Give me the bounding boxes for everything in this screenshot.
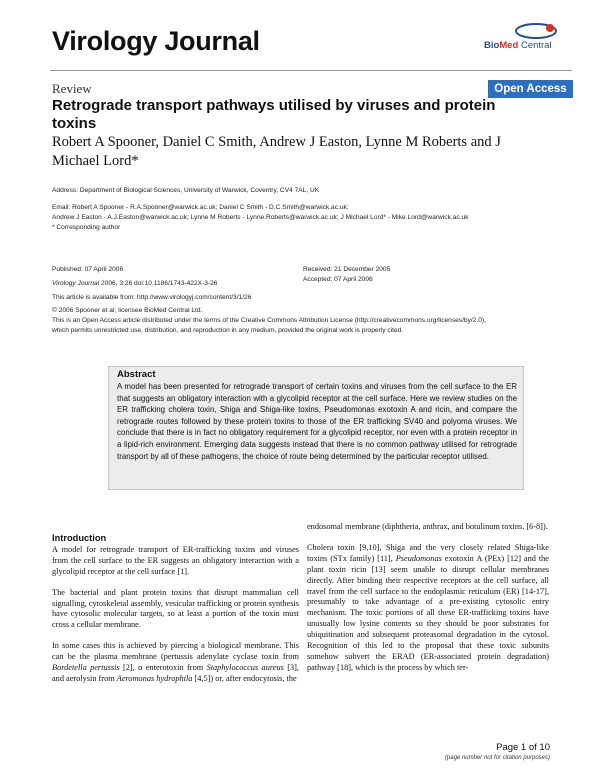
introduction-heading: Introduction <box>52 533 107 543</box>
logo-wordmark: BioMed Central <box>484 40 552 51</box>
email-block <box>52 203 572 233</box>
copyright: © 2006 Spooner et al; licensee BioMed Central Ltd. <box>52 307 203 314</box>
open-access-badge: Open Access <box>488 80 573 98</box>
published-date: Published: 07 April 2006 <box>52 266 124 273</box>
received-info <box>303 265 543 285</box>
email-line-2: Andrew J Easton - A.J.Easton@warwick.ac.uk; Lynne M Roberts - Lynne.Roberts@warwick.ac.uk; J Michael Lord* - Mike.Lord@warwick.ac.uk <box>52 214 469 221</box>
citation: Virology Journal 2006, 3:26 doi:10.1186/1743-422X-3-26 <box>52 280 218 287</box>
received-date: Received: 21 December 2005 <box>303 266 391 273</box>
body-column-left <box>52 533 299 695</box>
body-column-right <box>307 522 549 684</box>
biomed-central-logo <box>484 22 572 58</box>
publication-info <box>52 265 292 303</box>
license-line-1: This is an Open Access article distributed under the terms of the Creative Commons Attribution License (http://creativecommons.org/licenses/by/2.0), <box>52 317 486 324</box>
journal-title: Virology Journal <box>52 26 260 56</box>
abstract-text: A model has been presented for retrograde transport of certain toxins and viruses from the cell surface to the ER that suggests an obligatory interaction with a glycolipid receptor at the cell surface. Here we review studies on the ER trafficking cholera toxin, Shiga and Shiga-like toxins, Pseudomonas exotoxin A and ricin, and compare the retrograde routes followed by these protein toxins to those of the ER trafficking SV40 and polyoma viruses. We conclude that there is in fact no obligatory requirement for a glycolipid receptor, nor even with a protein receptor in a lipid-rich environment. Emerging data suggests instead that there is no common pathway utilised for retrograde transport by all of these pathogens, the choice of route being determined by the particular receptor utilised. <box>117 382 517 461</box>
paragraph: The bacterial and plant protein toxins that disrupt mammalian cell signalling, cytoskeletal assembly, vesicular trafficking or protein synthesis have cytosolic molecular targets, so at least a portion of the toxin must cross a cellular membrane. <box>52 587 300 630</box>
corresponding-author: * Corresponding author <box>52 224 121 231</box>
article-type: Review <box>52 81 92 96</box>
license-block <box>52 306 572 336</box>
license-line-2: which permits unrestricted use, distribution, and reproduction in any medium, provided the original work is properly cited. <box>52 327 404 334</box>
paragraph: In some cases this is achieved by piercing a biological membrane. This can be the plasma membrane (pertussis adenylate cyclase toxin from Bordetella pertussis [2], α enterotoxin from Staphylococcus aureus [3], and aerolysin from Aeromonas hydrophila [4,5]) or, after endocytosis, the <box>52 641 299 683</box>
author-list: Robert A Spooner, Daniel C Smith, Andrew J Easton, Lynne M Roberts and J Michael Lord* <box>52 134 501 169</box>
abstract-heading: Abstract <box>117 369 156 380</box>
page-number: Page 1 of 10 <box>496 742 550 753</box>
header-divider <box>50 70 572 71</box>
article-url[interactable]: This article is available from: http://www.virologyj.com/content/3/1/26 <box>52 294 252 301</box>
paragraph: A model for retrograde transport of ER-trafficking toxins and viruses from the cell surface to the ER suggests an obligatory interaction with a glycolipid receptor at the cell surface [1]. <box>52 544 299 576</box>
article-title: Retrograde transport pathways utilised by viruses and protein toxins <box>52 97 496 132</box>
page-note: (page number not for citation purposes) <box>444 755 550 761</box>
accepted-date: Accepted: 07 April 2006 <box>303 276 373 283</box>
email-line-1: Email: Robert A Spooner - R.A.Spooner@warwick.ac.uk; Daniel C Smith - D.C.Smith@warwick.ac.uk; <box>52 204 349 211</box>
logo-swoosh-icon <box>484 22 572 42</box>
paragraph: Cholera toxin [9,10], Shiga and the very closely related Shiga-like toxins (STx family) [11], Pseudomonas exotoxin A (PEx) [12] and the plant toxin ricin [13] seem unable to disrupt cellular membranes directly. After binding their respective receptors at the cell surface, all travel from the cell surface to the endoplasmic reticulum (ER) [14-17], presumably to take advantage of a pre-existing cytosolic entry mechanism. The toxic portions of all these ER-trafficking toxins have unusually low lysine contents so they should be poor substrates for ubiquitination and subsequent proteasomal degradation in the cytosol. Recognition of this led to the proposal that these toxic subunits somehow subvert the ERAD (ER-associated protein degradation) pathway [18], which is the process by which ter- <box>307 542 549 672</box>
address: Address: Department of Biological Sciences, University of Warwick, Coventry, CV4 7AL, UK <box>52 187 320 194</box>
paragraph: endosomal membrane (diphtheria, anthrax, and botulinum toxins. [6-8]). <box>307 522 548 531</box>
